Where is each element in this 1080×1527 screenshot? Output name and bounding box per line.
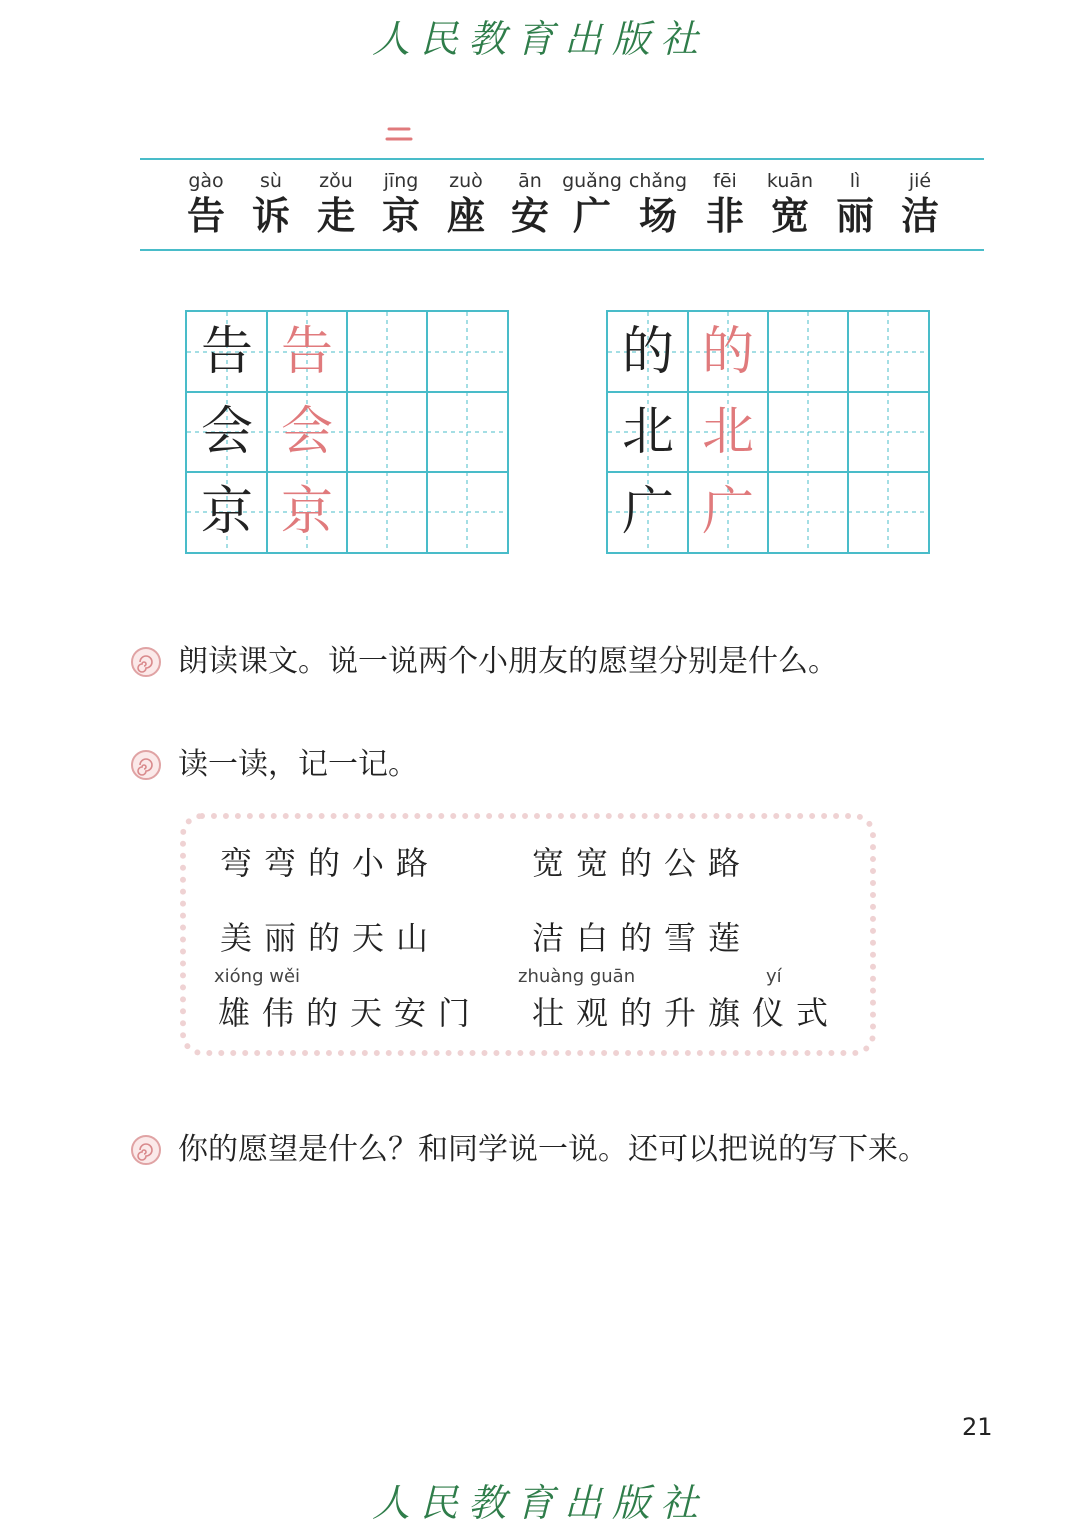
- hanzi: 诉: [251, 193, 290, 238]
- hanzi: 非: [705, 193, 744, 238]
- spiral-icon: [130, 646, 162, 678]
- pinyin: chǎng: [628, 170, 688, 192]
- pinyin: gào: [188, 170, 224, 192]
- phrase: 洁白的雪莲: [532, 919, 753, 957]
- phrase: 弯弯的小路: [220, 844, 441, 882]
- task-text: 读一读，记一记。: [178, 747, 418, 782]
- model-char: 会: [200, 402, 253, 462]
- page-number: 21: [962, 1413, 993, 1441]
- model-char: 广: [621, 482, 674, 542]
- pinyin: jīng: [383, 170, 419, 192]
- writing-grid-left: [185, 310, 509, 554]
- trace-char: 的: [701, 322, 754, 382]
- model-char: 告: [200, 322, 253, 382]
- pinyin: zuò: [449, 170, 483, 192]
- char-item: [819, 168, 891, 238]
- trace-char: 北: [701, 402, 754, 462]
- pinyin: sù: [260, 170, 282, 192]
- task-text: 你的愿望是什么？和同学说一说。还可以把说的写下来。: [178, 1132, 928, 1167]
- spiral-icon: [130, 1134, 162, 1166]
- phrase: 壮观的升旗仪式: [532, 994, 841, 1032]
- phrase-pinyin: yí: [766, 966, 782, 987]
- hanzi: 洁: [900, 193, 939, 238]
- hanzi: 宽: [770, 193, 809, 238]
- model-char: 的: [621, 322, 674, 382]
- hanzi: 座: [446, 193, 485, 238]
- task-text: 朗读课文。说一说两个小朋友的愿望分别是什么。: [178, 644, 838, 679]
- pinyin: zǒu: [319, 170, 353, 192]
- char-item: [622, 168, 694, 238]
- char-item: [430, 168, 502, 238]
- pinyin: guǎng: [562, 170, 622, 192]
- char-item: [689, 168, 761, 238]
- lesson-mark: [384, 118, 414, 148]
- pinyin: kuān: [766, 170, 814, 192]
- hanzi: 告: [186, 193, 225, 238]
- trace-char: 告: [280, 322, 333, 382]
- char-item: [754, 168, 826, 238]
- pinyin: lì: [849, 170, 861, 192]
- char-item: [556, 168, 628, 238]
- phrase: 宽宽的公路: [532, 844, 753, 882]
- trace-char: 广: [701, 482, 754, 542]
- trace-char: 京: [280, 482, 333, 542]
- char-item: [365, 168, 437, 238]
- hanzi: 广: [572, 193, 611, 238]
- writing-grid-right: [606, 310, 930, 554]
- phrase-pinyin: xióng wěi: [214, 966, 301, 987]
- hanzi: 走: [316, 193, 355, 238]
- char-item: [235, 168, 307, 238]
- publisher-logo-footer: 人民教育出版社: [371, 1481, 708, 1525]
- trace-char: 会: [280, 402, 333, 462]
- hanzi: 安: [510, 193, 549, 238]
- model-char: 京: [200, 482, 253, 542]
- char-item: [300, 168, 372, 238]
- char-item: [170, 168, 242, 238]
- char-item: [884, 168, 956, 238]
- model-char: 北: [621, 402, 674, 462]
- pinyin: jié: [908, 170, 932, 192]
- pinyin: fēi: [713, 170, 737, 192]
- publisher-logo-header: 人民教育出版社: [371, 17, 708, 61]
- hanzi: 丽: [835, 193, 874, 238]
- top-rule: [140, 158, 984, 160]
- bottom-rule: [140, 249, 984, 251]
- new-characters: [170, 168, 960, 248]
- hanzi: 京: [381, 193, 420, 238]
- phrase: 雄伟的天安门: [218, 994, 483, 1032]
- phrase-pinyin: zhuàng guān: [518, 966, 636, 987]
- hanzi: 场: [638, 193, 677, 238]
- phrase: 美丽的天山: [220, 919, 441, 957]
- spiral-icon: [130, 749, 162, 781]
- pinyin: ān: [518, 170, 542, 192]
